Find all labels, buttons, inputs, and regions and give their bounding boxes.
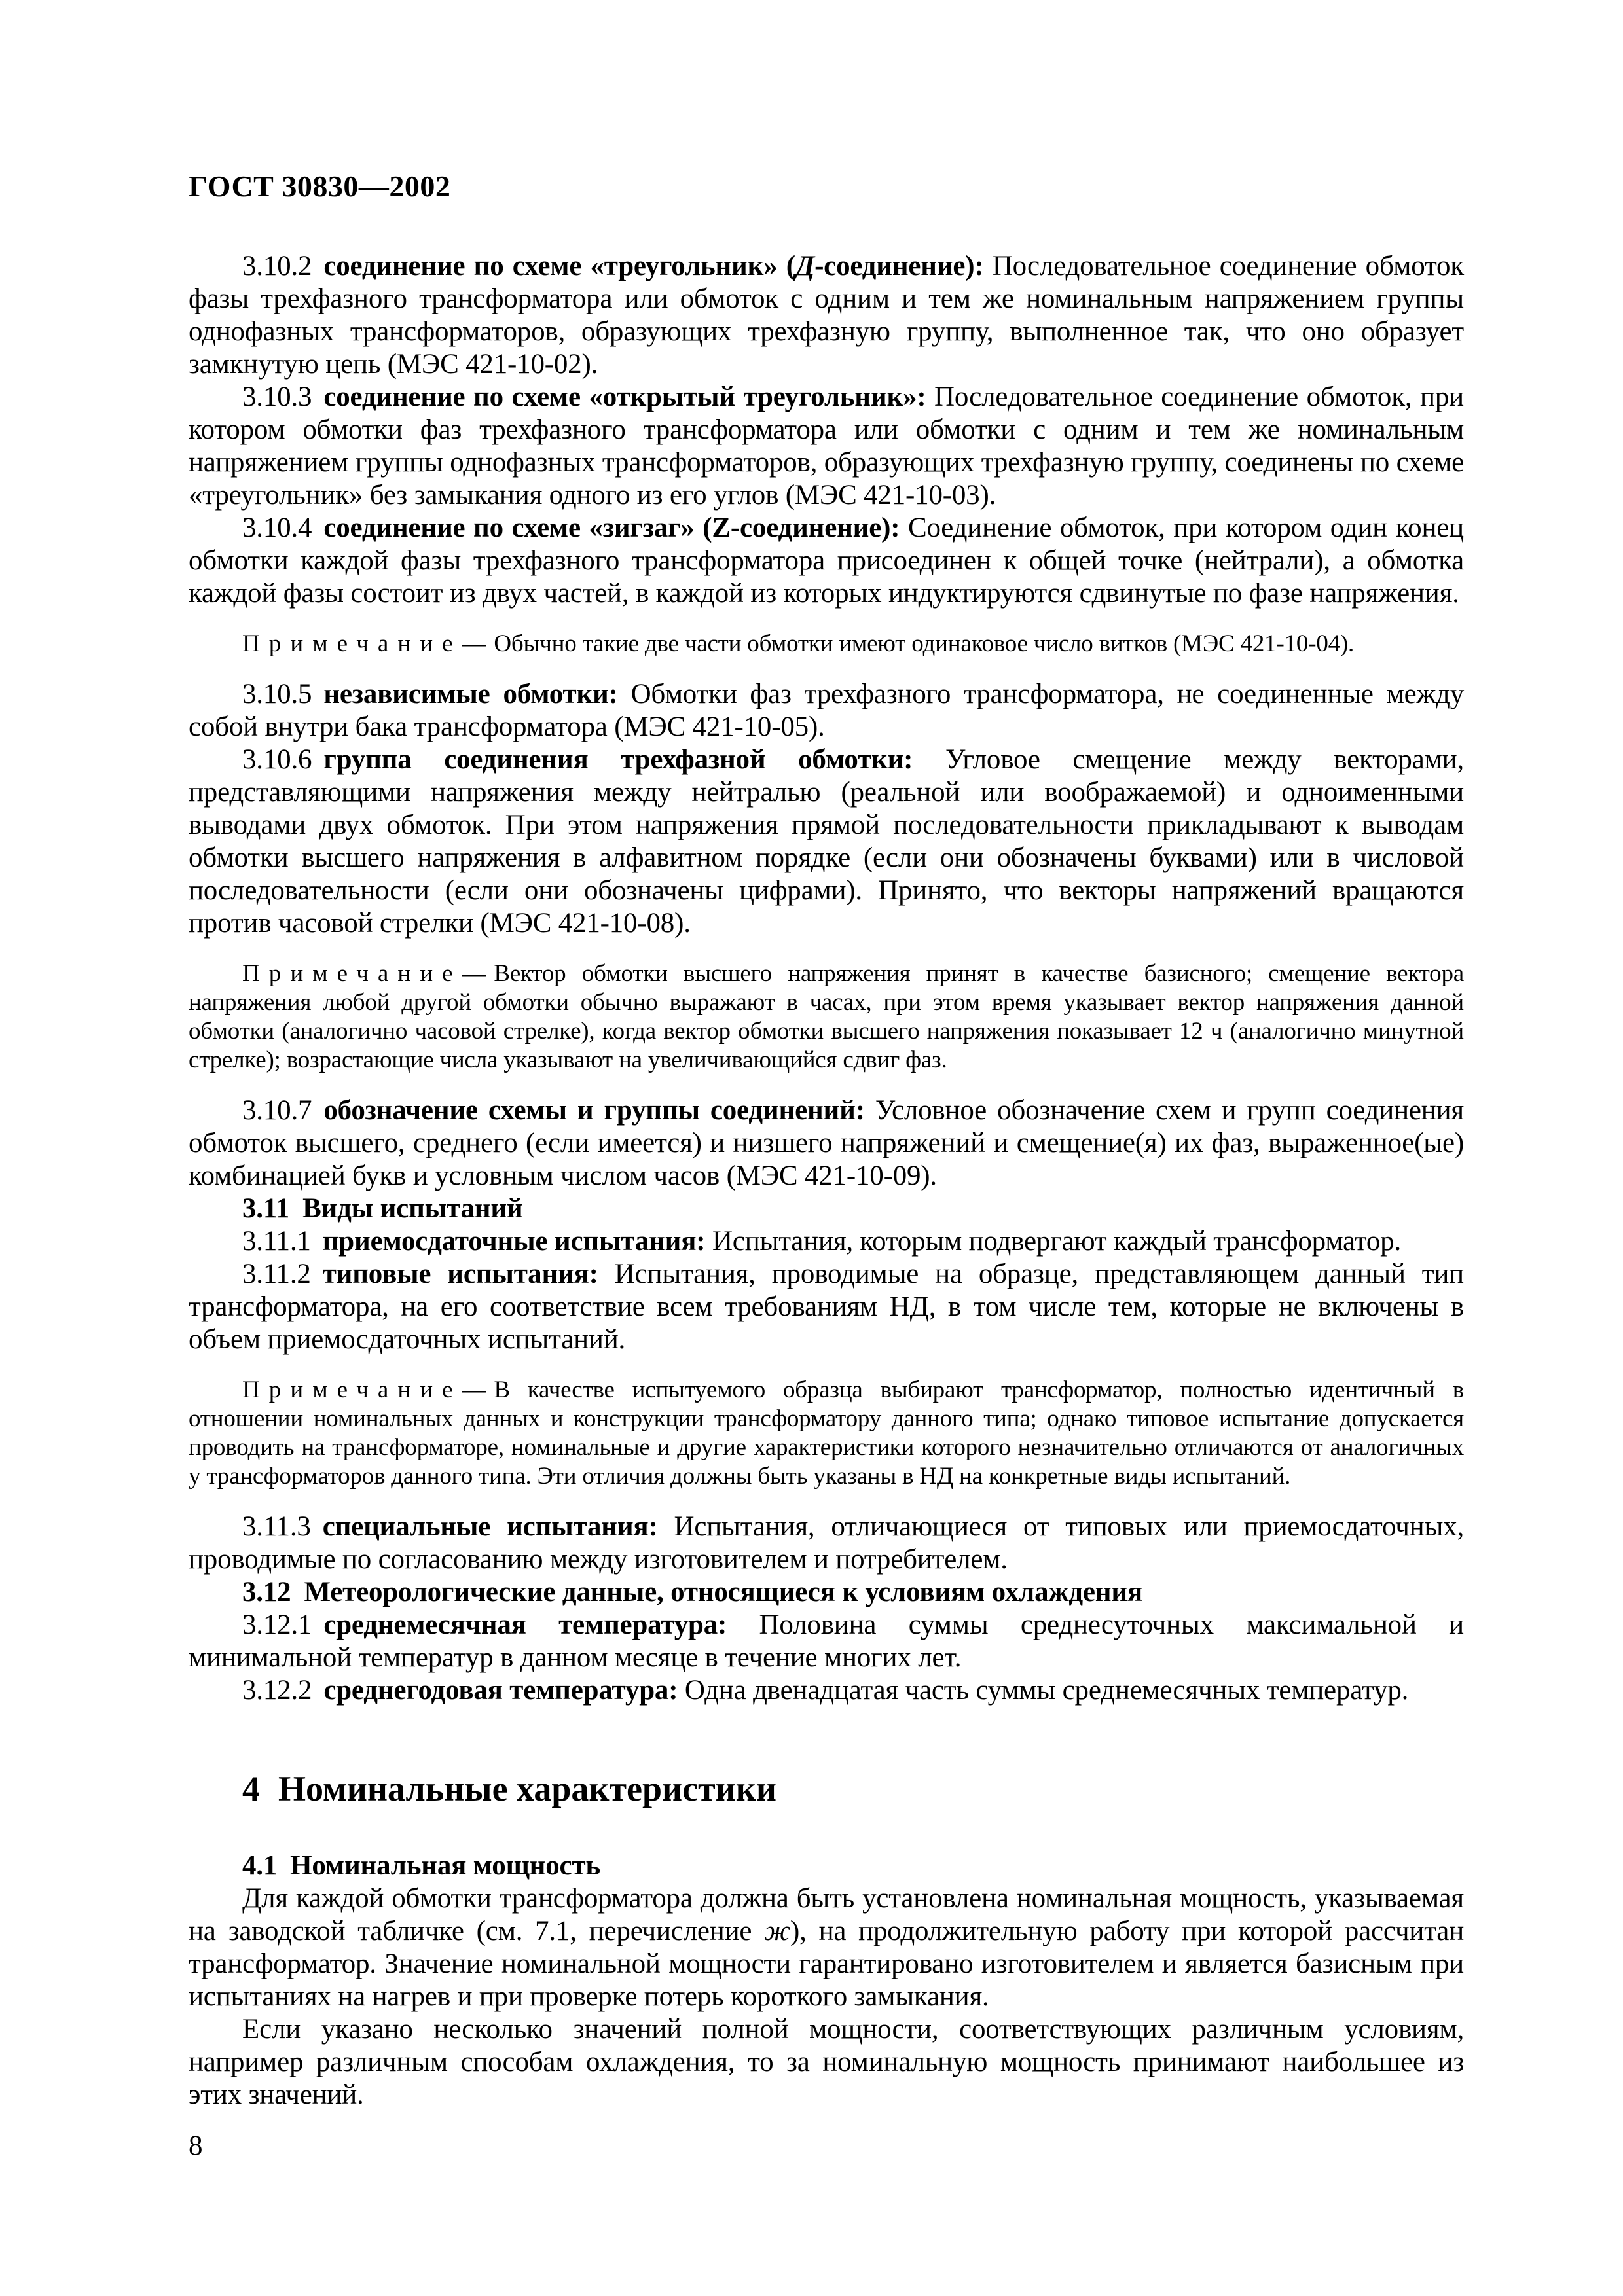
note-dash: — (462, 630, 486, 657)
para-4-1-1 (189, 1882, 1464, 2013)
clause-definition: Последовательное соединение обмоток фазы трехфазного трансформатора или обмоток с одним и тем же номинальным напряжением группы однофазных трансформаторов, образующих трехфазную группу, выполненное так, что оно образует замкнутую цепь (МЭС 421-10-02). (189, 251, 1464, 380)
clause-number: 3.11.3 (242, 1511, 311, 1542)
clause-number: 3.12.2 (242, 1675, 312, 1706)
clause-number: 3.12.1 (242, 1609, 312, 1640)
clause-3-10-3 (189, 381, 1464, 512)
clause-definition: Угловое смещение между векторами, представляющими напряжения между нейтралью (реальной или воображаемой) и одноименными выводами двух обмоток. При этом напряжения прямой последовательности прикладывают к выводам обмотки высшего напряжения в алфавитном порядке (если они обозначены буквами) или в числовой последовательности (если они обозначены цифрами). Принято, что векторы напряжений вращаются против часовой стрелки (МЭС 421-10-08). (189, 744, 1464, 939)
chapter-title: Номинальные характеристики (278, 1769, 776, 1808)
heading-title: Виды испытаний (302, 1193, 523, 1224)
clause-number: 3.11.2 (242, 1259, 311, 1289)
clause-3-10-7 (189, 1094, 1464, 1193)
clause-definition: Испытания, отличающиеся от типовых или приемосдаточных, проводимые по согласованию между изготовителем и потребителем. (189, 1511, 1464, 1575)
note-1 (189, 630, 1464, 658)
heading-number: 3.11 (242, 1193, 290, 1224)
note-text: Обычно такие две части обмотки имеют одинаковое число витков (МЭС 421-10-04). (494, 630, 1355, 657)
clause-term: соединение по схеме «зигзаг» (Z-соединение): (323, 512, 900, 543)
clause-number: 3.10.4 (242, 512, 312, 543)
clause-term: специальные испытания: (322, 1511, 658, 1542)
heading-3-12 (189, 1576, 1464, 1609)
clause-number: 3.10.7 (242, 1095, 312, 1126)
note-3 (189, 1376, 1464, 1491)
clause-number: 3.10.3 (242, 382, 312, 412)
clause-3-11-1 (189, 1225, 1464, 1258)
clause-definition: Испытания, которым подвергают каждый трансформатор. (712, 1226, 1401, 1257)
clause-number: 3.11.1 (242, 1226, 311, 1257)
clause-definition: Последовательное соединение обмоток, при котором обмотки фаз трехфазного трансформатора или обмотки с одним и тем же номинальным напряжением группы однофазных трансформаторов, образующих трехфазную группу, соединены по схеме «треугольник» без замыкания одного из его углов (МЭС 421-10-03). (189, 382, 1464, 511)
clause-number: 3.10.2 (242, 251, 312, 281)
clause-term: независимые обмотки: (323, 679, 618, 709)
note-dash: — (462, 960, 486, 987)
page-number: 8 (189, 2130, 203, 2162)
note-text: В качестве испытуемого образца выбирают трансформатор, полностью идентичный в отношении номинальных данных и конструкции трансформатору данного типа; однако типовое испытание допускается проводить на трансформаторе, номинальные и другие характеристики которого незначительно отличаются от аналогичных у трансформаторов данного типа. Эти отличия должны быть указаны в НД на конкретные виды испытаний. (189, 1376, 1464, 1490)
note-label: Примечание (242, 630, 462, 657)
clause-3-10-2 (189, 250, 1464, 381)
clause-definition: Соединение обмоток, при котором один конец обмотки каждой фазы трехфазного трансформатора присоединен к общей точке (нейтрали), а обмотка каждой фазы состоит из двух частей, в каждой из которых индуктируются сдвинутые по фазе напряжения. (189, 512, 1464, 609)
clause-3-10-4 (189, 512, 1464, 610)
note-dash: — (462, 1376, 486, 1403)
standard-designation: ГОСТ 30830—2002 (189, 170, 451, 203)
clause-3-11-3 (189, 1511, 1464, 1576)
chapter-4-heading (189, 1768, 1464, 1809)
clause-definition: Испытания, проводимые на образце, представляющем данный тип трансформатора, на его соответствие всем требованиям НД, в том числе тем, которые не включены в объем приемосдаточных испытаний. (189, 1259, 1464, 1355)
heading-number: 4.1 (242, 1850, 278, 1882)
clause-3-10-6 (189, 744, 1464, 940)
clause-3-12-2 (189, 1674, 1464, 1707)
document-content (189, 250, 1464, 2111)
clause-3-11-2 (189, 1258, 1464, 1356)
note-label: Примечание (242, 1376, 462, 1403)
clause-term: среднегодовая температура: (323, 1675, 678, 1706)
clause-term (323, 251, 983, 281)
heading-3-11 (189, 1193, 1464, 1225)
clause-term: среднемесячная температура: (323, 1609, 727, 1640)
note-2 (189, 960, 1464, 1075)
para-text: Если указано несколько значений полной мощности, соответствующих различным условиям, например различным способам охлаждения, то за номинальную мощность принимают наибольшее из этих значений. (189, 2014, 1464, 2111)
clause-3-10-5 (189, 678, 1464, 744)
heading-number: 3.12 (242, 1577, 291, 1607)
clause-definition: Условное обозначение схем и групп соединения обмоток высшего, среднего (если имеется) и низшего напряжений и смещение(я) их фаз, выраженное(ые) комбинацией букв и условным числом часов (МЭС 421-10-09). (189, 1095, 1465, 1191)
heading-title: Метеорологические данные, относящиеся к условиям охлаждения (304, 1577, 1143, 1607)
clause-number: 3.10.6 (242, 744, 312, 775)
para-text: ), на продолжительную работу при которой рассчитан трансформатор. Значение номинальной мощности гарантировано изготовителем и является базисным при испытаниях на нагрев и при проверке потерь короткого замыкания. (189, 1916, 1465, 2013)
clause-term: обозначение схемы и группы соединений: (323, 1095, 865, 1126)
clause-definition: Обмотки фаз трехфазного трансформатора, не соединенные между собой внутри бака трансформатора (МЭС 421-10-05). (189, 679, 1464, 742)
chapter-number: 4 (242, 1769, 260, 1808)
clause-term: группа соединения трехфазной обмотки: (323, 744, 913, 775)
para-text-italic: ж (764, 1916, 791, 1947)
note-label: Примечание (242, 960, 462, 987)
clause-term: типовые испытания: (322, 1259, 598, 1289)
clause-definition: Одна двенадцатая часть суммы среднемесячных температур. (684, 1675, 1409, 1706)
heading-4-1 (189, 1850, 1464, 1882)
clause-3-12-1 (189, 1609, 1464, 1674)
clause-term-text: -соединение): (814, 251, 984, 281)
heading-title: Номинальная мощность (290, 1850, 600, 1882)
clause-term-text: соединение по схеме «треугольник» ( (323, 251, 795, 281)
clause-term-italic: Д (795, 251, 815, 281)
para-4-1-2 (189, 2013, 1464, 2111)
para-text: Для каждой обмотки трансформатора должна быть установлена номинальная мощность, указываемая на заводской табличке (см. 7.1, перечисление (189, 1883, 1464, 1947)
clause-definition: Половина суммы среднесуточных максимальной и минимальной температур в данном месяце в течение многих лет. (189, 1609, 1464, 1673)
clause-term: соединение по схеме «открытый треугольник»: (323, 382, 926, 412)
clause-term: приемосдаточные испытания: (322, 1226, 706, 1257)
note-text: Вектор обмотки высшего напряжения принят в качестве базисного; смещение вектора напряжения любой другой обмотки обычно выражают в часах, при этом время указывает вектор напряжения данной обмотки (аналогично часовой стрелке), когда вектор обмотки высшего напряжения показывает 12 ч (аналогично минутной стрелке); возрастающие числа указывают на увеличивающийся сдвиг фаз. (189, 960, 1464, 1073)
clause-number: 3.10.5 (242, 679, 312, 709)
